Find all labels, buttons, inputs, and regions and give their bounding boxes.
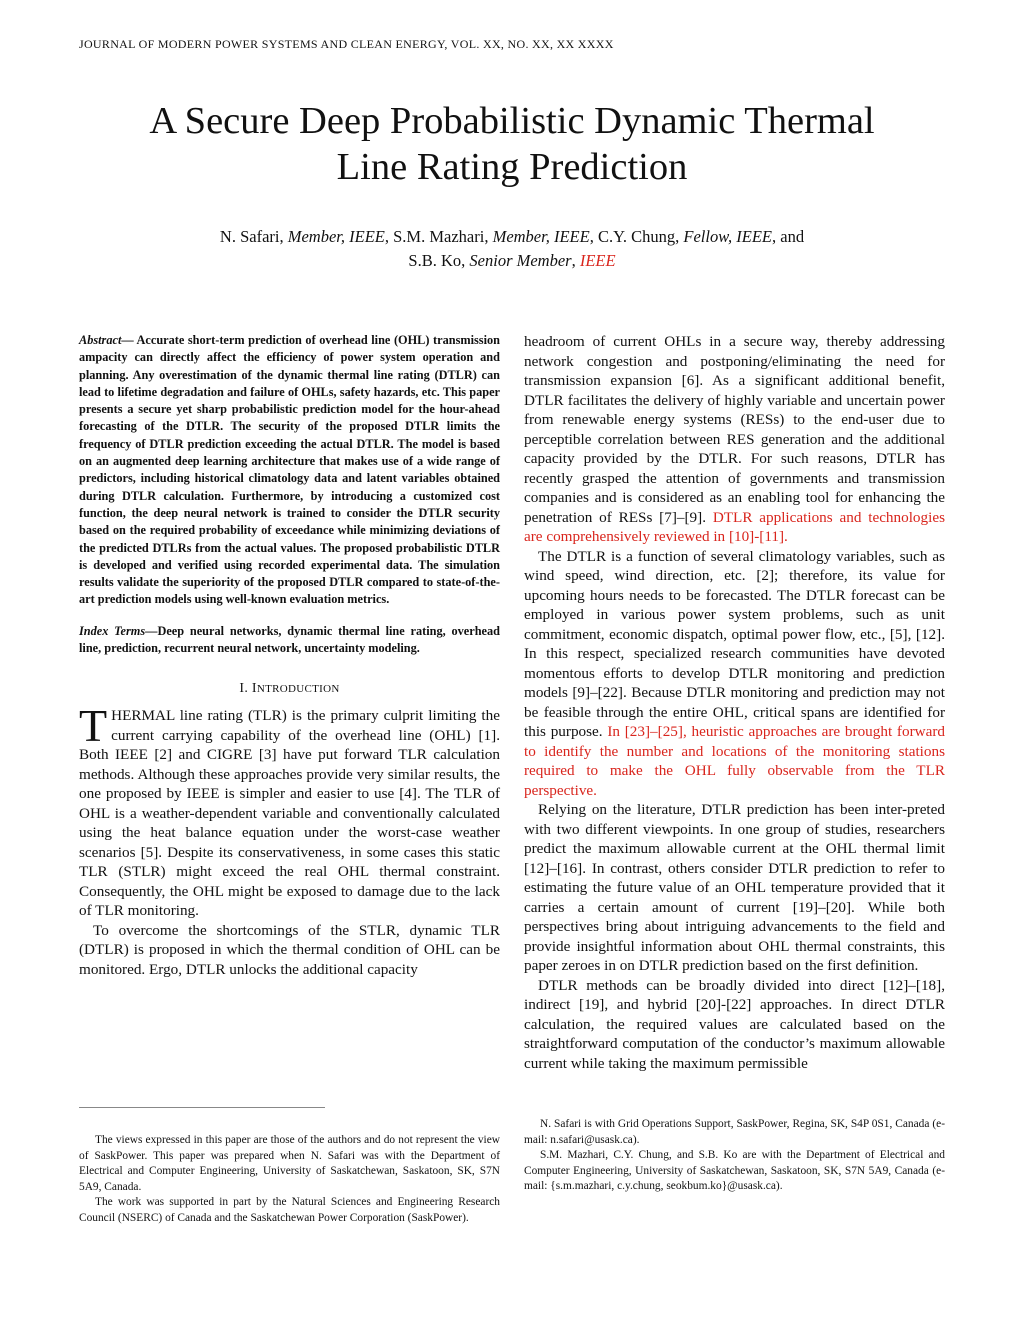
intro-paragraph-2: To overcome the shortcomings of the STLR, dynamic TLR (DTLR) is proposed in which the thermal condition of OHL can be monitored. Ergo, DTLR unlocks the additional capacity xyxy=(79,921,500,978)
authors-line-1 xyxy=(100,225,924,249)
section-numeral: I. xyxy=(239,681,252,697)
left-column xyxy=(79,332,500,979)
index-terms-label: Index Terms xyxy=(79,623,146,638)
title-line-1: A Secure Deep Probabilistic Dynamic Thermal xyxy=(149,100,875,142)
right-paragraph-1 xyxy=(524,332,945,547)
authors-line-2 xyxy=(100,249,924,273)
right-paragraph-2 xyxy=(524,547,945,801)
footnote-disclaimer: The views expressed in this paper are those of the authors and do not represent the view of SaskPower. This paper was prepared when N. Safari was with the Department of Electrical and Computer Engineering, University of Saskatchewan, Saskatoon, SK, S7N 5A9, Canada. xyxy=(79,1134,500,1193)
author-1-name: N. Safari, xyxy=(219,227,288,246)
paper-title xyxy=(60,98,964,190)
intro-paragraph-1-text: HERMAL line rating (TLR) is the primary culprit limiting the current carrying capability of the overhead line (OHL) [1]. Both IEEE [2] and CIGRE [3] have put forward TLR calculation methods. Although these approaches provide very similar results, the one proposed by IEEE is simpler and easier to use [4]. The TLR of OHL is a weather-dependent variable and conventionally calculated using the heat balance equation under the worst-case weather scenarios [5]. Despite its conservativeness, in some cases this static TLR (STLR) might exceed the real OHL thermal constraint. Consequently, the OHL might be exposed to damage due to the lack of TLR monitoring. xyxy=(79,707,500,920)
footnote-funding: The work was supported in part by the Natural Sciences and Engineering Research Council (NSERC) of Canada and the Saskatchewan Power Corporation (SaskPower). xyxy=(79,1196,500,1224)
right-paragraph-2-highlight: In [23]–[25], heuristic approaches are brought forward to identify the number and locations of the monitoring stations required to make the OHL fully observable from the TLR perspective. xyxy=(524,723,945,799)
abstract xyxy=(79,332,500,609)
author-4-sep: , xyxy=(571,251,580,270)
index-terms xyxy=(79,623,500,658)
running-head: JOURNAL OF MODERN POWER SYSTEMS AND CLEAN ENERGY, VOL. XX, NO. XX, XX XXXX xyxy=(79,37,614,51)
footnote-affiliation-1: N. Safari is with Grid Operations Support, SaskPower, Regina, SK, S4P 0S1, Canada (e-mail: n.safari@usask.ca). xyxy=(524,1118,945,1146)
right-column xyxy=(524,332,945,1073)
right-paragraph-3: Relying on the literature, DTLR prediction has been inter-preted with two different viewpoints. In one group of studies, researchers predict the maximum allowable current at the OHL thermal limit [12]–[16]. In contrast, others consider DTLR prediction to refer to estimating the future value of an OHL temperature provided that it carries a certain amount of current [19]–[20]. While both perspectives bring about intriguing advancements to the field and provide insightful information about OHL thermal constraints, this paper zeroes in on DTLR prediction based on the first definition. xyxy=(524,801,945,974)
right-paragraph-1-highlight: DTLR applications and technologies are comprehensively reviewed in [10]-[11]. xyxy=(524,508,945,545)
author-2-role: Member, IEEE xyxy=(492,227,590,246)
author-4-name: S.B. Ko, xyxy=(408,251,470,270)
author-list xyxy=(100,225,924,273)
author-1-role: Member, IEEE xyxy=(287,227,385,246)
index-terms-text: —Deep neural networks, dynamic thermal line rating, overhead line, prediction, recurrent neural network, uncertainty modeling. xyxy=(79,623,500,656)
author-4-role: Senior Member xyxy=(469,251,572,270)
abstract-dash: — xyxy=(121,333,137,347)
section-rest: NTRODUCTION xyxy=(256,683,340,696)
author-3-role: Fellow, IEEE xyxy=(683,227,772,246)
footnotes-left xyxy=(79,1133,500,1226)
drop-cap: T xyxy=(79,700,108,752)
author-4-ieee: IEEE xyxy=(579,251,616,270)
right-paragraph-2-text: The DTLR is a function of several climatology variables, such as wind speed, wind direction, etc. [2]; therefore, its value for upcoming hours needs to be forecasted. The DTLR forecast can be employed in various power system problems, such as unit commitment, economic dispatch, optimal power flow, etc., [5], [12]. In this respect, specialized research communities have devoted momentous efforts to develop DTLR monitoring and prediction models [9]–[22]. Because DTLR monitoring and prediction may not be feasible through the entire OHL, critical spans are identified for this purpose. xyxy=(524,547,945,740)
author-3-name: , C.Y. Chung, xyxy=(589,227,684,246)
section-cap: I xyxy=(251,681,257,697)
footnote-affiliation-2: S.M. Mazhari, C.Y. Chung, and S.B. Ko are with the Department of Electrical and Computer Engineering, University of Saskatchewan, Saskatoon, SK, S7N 5A9, Canada (e-mail: {s.m.mazhari, c.y.chung, seokbum.ko}@usask.ca). xyxy=(524,1149,945,1192)
author-and: , and xyxy=(772,227,805,246)
author-2-name: , S.M. Mazhari, xyxy=(384,227,493,246)
section-heading-introduction xyxy=(79,681,500,697)
abstract-label: Abstract xyxy=(79,333,122,347)
footnotes-right xyxy=(524,1117,945,1195)
right-paragraph-1-text: headroom of current OHLs in a secure way, thereby addressing network congestion and postponing/eliminating the need for transmission expansion [6]. As a significant additional benefit, DTLR facilitates the delivery of highly variable and uncertain power from renewable energy systems (RESs) to the end-user due to perceptible correlation between RES generation and the additional capacity provided by the DTLR. For such reasons, DTLR has recently grasped the attention of governments and transmission companies and is considered as an enabling tool for enhancing the penetration of RESs [7]–[9]. xyxy=(524,333,945,526)
abstract-text: Accurate short-term prediction of overhead line (OHL) transmission ampacity can directly affect the efficiency of power system operation and planning. Any overestimation of the dynamic thermal line rating (DTLR) can lead to lifetime degradation and failure of OHLs, safety hazards, etc. This paper presents a secure yet sharp probabilistic prediction model for the hour-ahead forecasting of the DTLR. The security of the proposed DTLR limits the frequency of DTLR prediction exceeding the actual DTLR. The model is based on an augmented deep learning architecture that makes use of a wide range of predictors, including historical climatology data and latent variables obtained during DTLR calculation. Furthermore, by introducing a customized cost function, the deep neural network is trained to consider the DTLR security based on the required probability of exceedance while minimizing deviations of the predicted DTLRs from the actual values. The proposed probabilistic DTLR is developed and verified using recorded experimental data. The simulation results validate the superiority of the proposed DTLR compared to state-of-the-art prediction models using well-known evaluation metrics. xyxy=(79,333,500,607)
footnote-divider xyxy=(79,1107,325,1108)
title-line-2: Line Rating Prediction xyxy=(336,146,688,188)
right-paragraph-4: DTLR methods can be broadly divided into direct [12]–[18], indirect [19], and hybrid [20]-[22] approaches. In direct DTLR calculation, the required values are calculated based on the straightforward computation of the conductor’s maximum allowable current while taking the maximum permissible xyxy=(524,976,945,1072)
intro-paragraph-1 xyxy=(79,700,500,921)
